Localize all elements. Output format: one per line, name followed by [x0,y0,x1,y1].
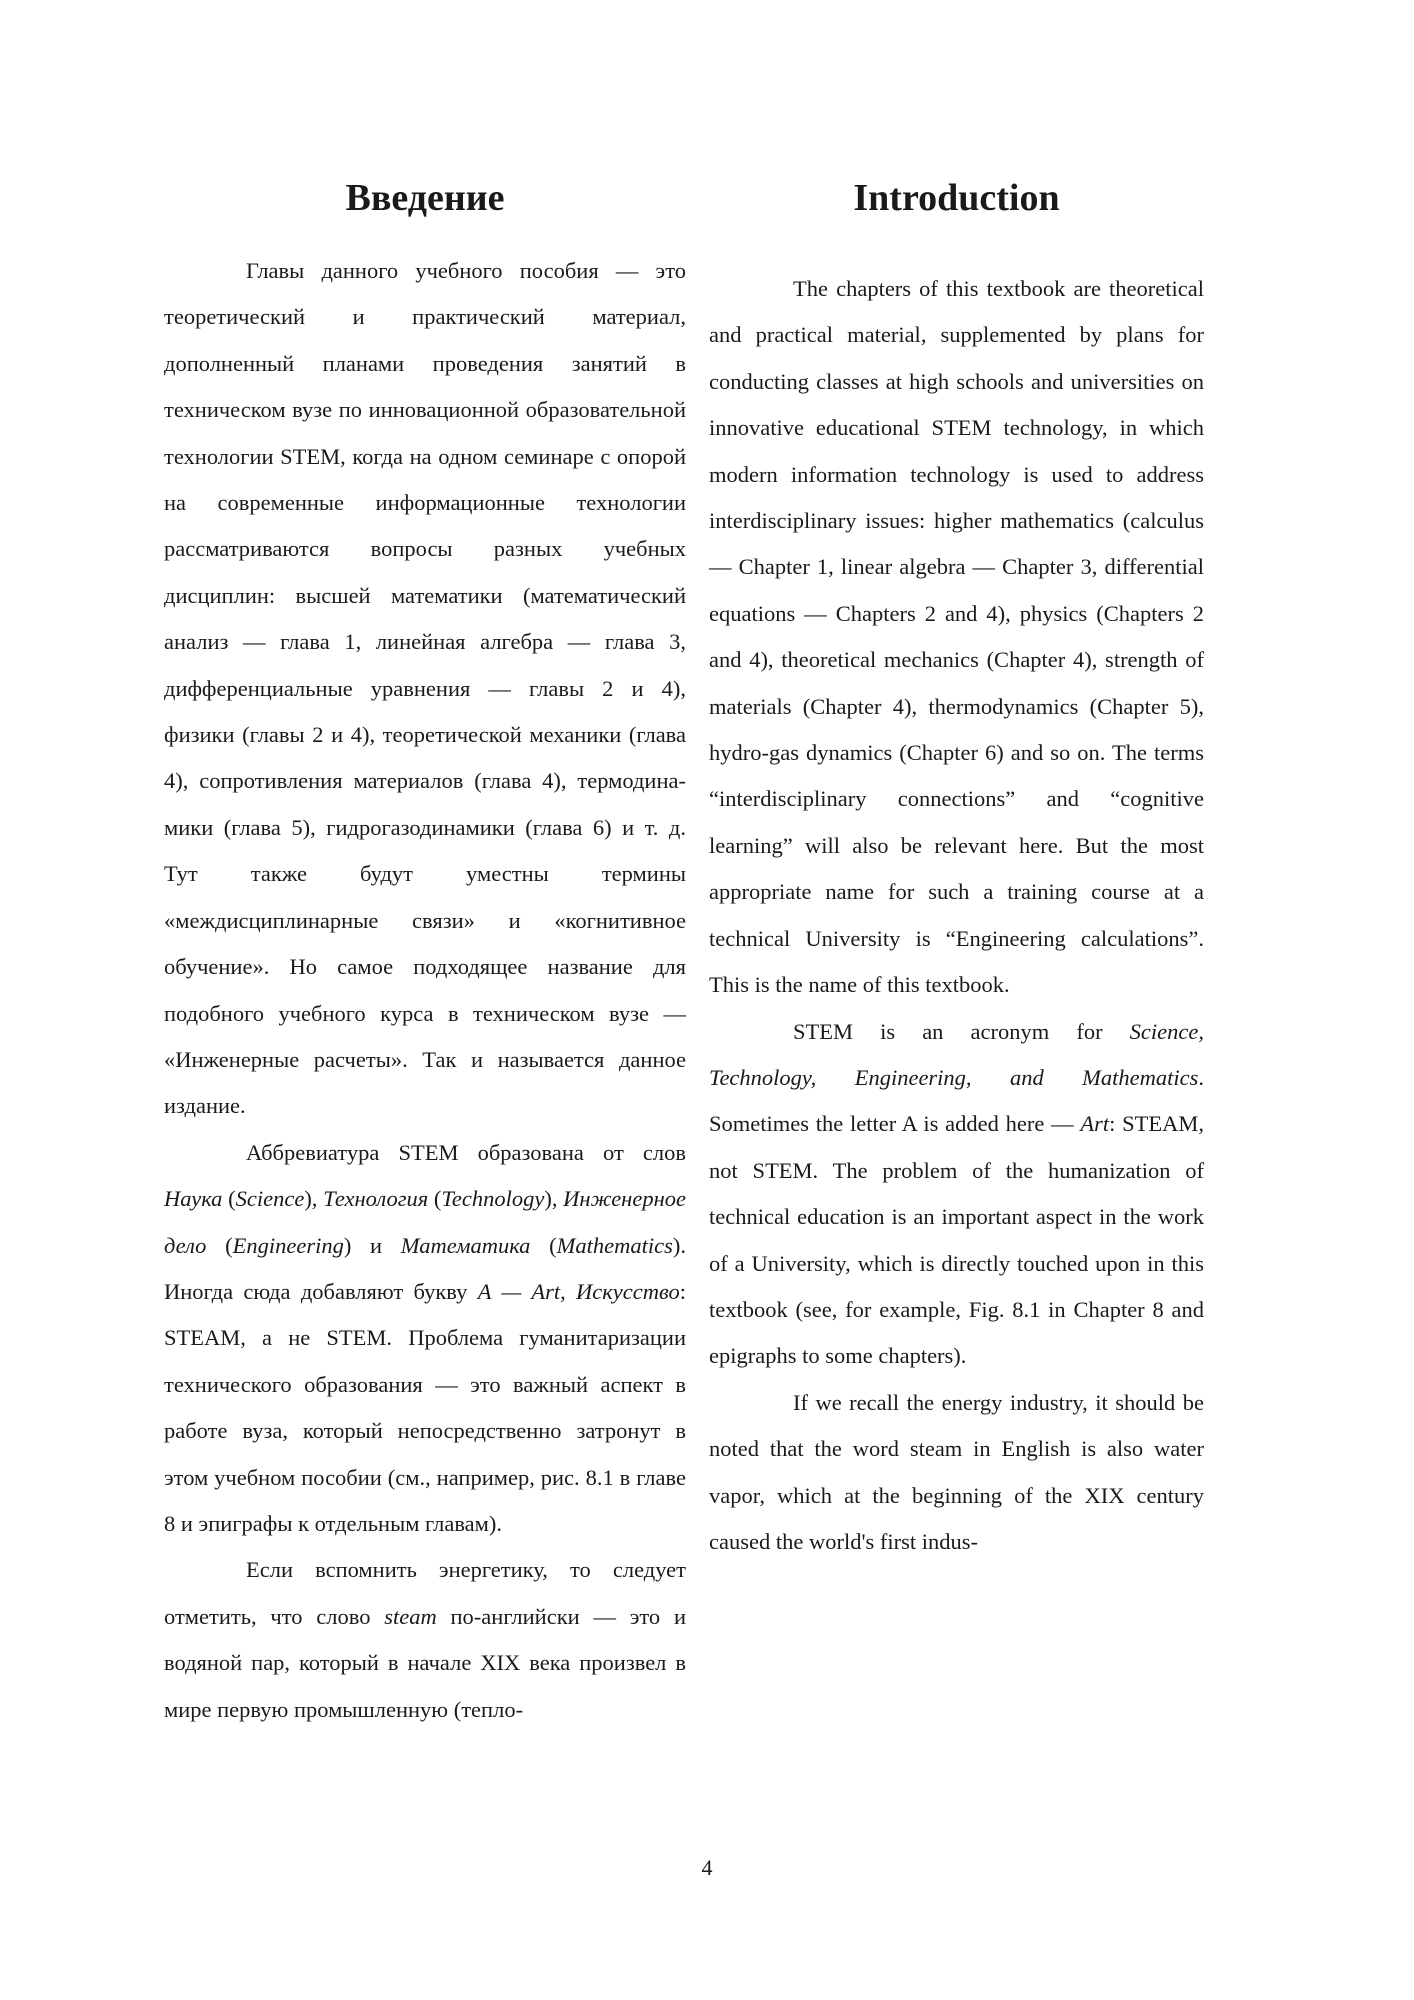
page-number: 4 [701,1855,713,1880]
russian-column [164,170,686,1733]
russian-paragraph-2: Аббревиатура STEM образована от слов Наука (Science), Технология (Technology), Инженерное дело (Engineering) и Математика (Mathematics). Иногда сюда добавляют букву A — Art, Искусство: STEAM, а не STEM. Проблема гуманитаризации технического образования — это важный аспект в работе вуза, который непосредственно затронут в этом учебном пособии (см., например, рис. 8.1 в главе 8 и эпиграфы к отдельным главам). [164,1139,686,1536]
english-paragraph-3: If we recall the energy industry, it should be noted that the word steam in English is also water vapor, which at the beginning of the XIX century caused the world's first indus- [709,1389,1204,1554]
english-title: Introduction [853,177,1060,219]
english-paragraph-2: STEM is an acronym for Science, Technology, Engineering, and Mathematics. Sometimes the letter A is added here — Art: STEAM, not STEM. The problem of the humanization of technical education is an important aspect in the work of a University, which is directly touched upon in this textbook (see, for example, Fig. 8.1 in Chapter 8 and epigraphs to some chapters). [709,1018,1204,1369]
russian-title: Введение [345,177,505,219]
russian-paragraph-3: Если вспомнить энергетику, то следует отметить, что слово steam по-английски — это и водяной пар, который в начале XIX века произвел в мире первую промышленную (тепло- [164,1557,687,1722]
english-column [709,170,1204,1565]
russian-paragraph-1: Главы данного учебного пособия — это теоретический и практический материал, дополненный планами проведения занятий в техническом вузе по инновационной образовательной технологии STEM, когда на одном семинаре с опорой на современные информационные технологии рассматриваются вопросы разных учебных дисциплин: высшей математики (математический анализ — глава 1, линейная алгебра — глава 3, дифференциальные уравнения — главы 2 и 4), физики (главы 2 и 4), теоретической механики (глава 4), сопротивления материалов (глава 4), термодинамики (глава 5), гидрогазодинамики (глава 6) и т. д. Тут также будут уместны термины «междисциплинарные связи» и «когнитивное обучение». Но самое подходящее название для подобного учебного курса в техническом вузе — «Инженерные расчеты». Так и называется данное издание. [164,258,686,1119]
english-paragraph-1: The chapters of this textbook are theoretical and practical material, supplemented by plans for conducting classes at high schools and universities on innovative educational STEM technology, in which modern information technology is used to address interdisciplinary issues: higher mathematics (calculus — Chapter 1, linear algebra — Chapter 3, differential equations — Chapters 2 and 4), physics (Chapters 2 and 4), theoretical mechanics (Chapter 4), strength of materials (Chapter 4), thermodynamics (Chapter 5), hydro-gas dynamics (Chapter 6) and so on. The terms “interdisciplinary connections” and “cognitive learning” will also be relevant here. But the most appropriate name for such a training course at a technical University is “Engineering calculations”. This is the name of this textbook. [709,276,1204,998]
